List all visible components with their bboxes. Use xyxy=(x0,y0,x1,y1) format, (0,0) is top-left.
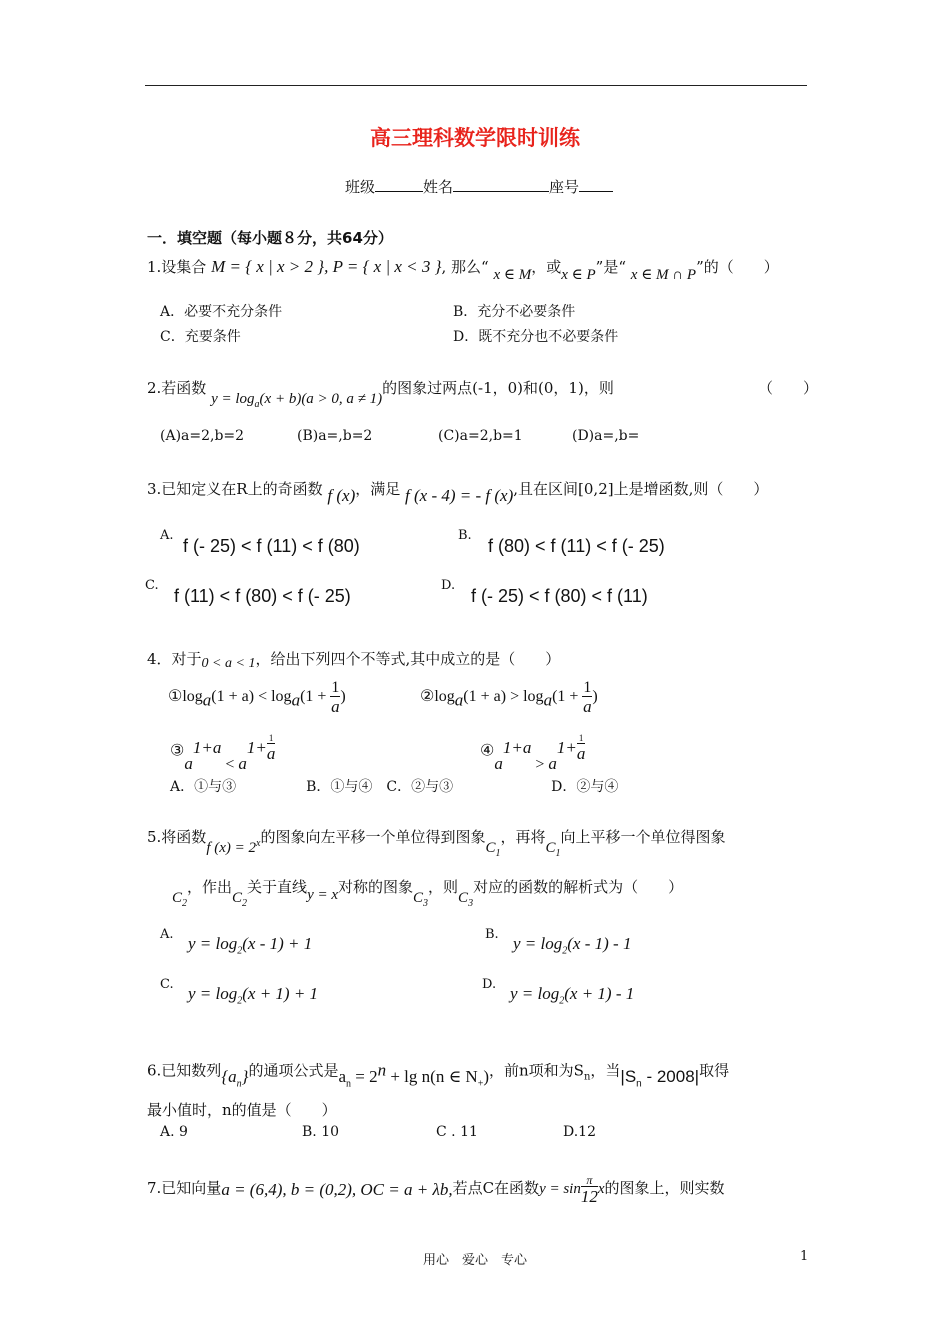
q7-text-b: 若点C在函数 xyxy=(452,1178,540,1197)
q5-label-c: C. xyxy=(160,977,174,992)
q2-text-b: 的图象过两点(-1，0)和(0，1)，则 xyxy=(382,379,614,397)
q4-text: 4．对于 xyxy=(147,650,202,668)
q2-option-c[interactable]: (C)a=2,b=1 xyxy=(438,428,523,444)
q3-text-b: ，满足 xyxy=(355,480,401,498)
q5-text-d: 向上平移一个单位得图象 xyxy=(560,828,726,846)
q3-condition: f (x - 4) = - f (x) xyxy=(405,486,514,505)
question-4-stem xyxy=(147,648,560,669)
q6-text-c: ，前n项和为S xyxy=(489,1061,584,1080)
class-label: 班级 xyxy=(345,178,376,196)
q5-c2-b: $C_2$ xyxy=(232,890,248,909)
q3-label-d: D. xyxy=(441,578,456,593)
question-7-stem xyxy=(147,1174,725,1205)
q5-text-i: 对应的函数的解析式为（ ） xyxy=(473,878,684,896)
question-6-line-2: 最小值时，n的值是（ ） xyxy=(147,1101,337,1119)
q6-option-c[interactable]: C . 11 xyxy=(436,1124,478,1140)
q6-text: 6.已知数列 xyxy=(147,1061,222,1080)
q1-is: ”是“ xyxy=(595,258,627,276)
q3-label-c: C. xyxy=(145,578,159,593)
q5-c3-b: $C_3$ xyxy=(458,890,474,909)
q7-function: y = sin $\frac{\pi}{12}$ x xyxy=(539,1173,605,1206)
q3-option-c[interactable]: f (11) < f (80) < f (- 25) xyxy=(174,586,351,606)
question-3-stem xyxy=(147,478,769,505)
q4-inequality-2[interactable]: $②\log_a(1 + a) > \log_a(1$ + $\frac{1}{a}$ ) xyxy=(420,679,598,716)
q1-or: ，或 xyxy=(531,258,562,276)
seat-blank[interactable] xyxy=(579,177,613,192)
set-p: , P = { x | x < 3 } xyxy=(324,257,442,276)
page-title: 高三理科数学限时训练 xyxy=(370,126,580,150)
set-m: M = { x | x > 2 } xyxy=(211,257,325,276)
q5-text-e: ，作出 xyxy=(187,878,233,896)
q4-inequality-3[interactable]: $③a^{1+a} < a^{1+}$ $\frac{1}{a}$ xyxy=(170,732,276,774)
q5-text-b: 的图象向左平移一个单位得到图象 xyxy=(260,828,486,846)
q5-c2: $C_2$ xyxy=(172,890,188,909)
q5-label-d: D. xyxy=(482,977,497,992)
question-6-stem xyxy=(147,1054,730,1090)
footer-slogan: 用心 爱心 专心 xyxy=(422,1253,527,1268)
q3-option-b[interactable]: f (80) < f (11) < f (- 25) xyxy=(488,536,665,556)
q6-sequence: $\{a_n\}$ xyxy=(221,1066,249,1090)
name-blank[interactable] xyxy=(453,177,549,192)
name-label: 姓名 xyxy=(423,178,454,196)
q4-text-b: ，给出下列四个不等式,其中成立的是（ ） xyxy=(255,650,561,668)
question-5-line-2 xyxy=(172,876,684,909)
q5-text: 5.将函数 xyxy=(147,828,207,846)
question-1-stem xyxy=(147,256,779,283)
q3-text: 3.已知定义在R上的奇函数 xyxy=(147,480,323,498)
q5-option-c[interactable]: $y = \log_2(x + 1) + 1$ xyxy=(188,984,319,1007)
question-5-line-1 xyxy=(147,826,726,859)
page-number: 1 xyxy=(800,1249,809,1264)
q7-text: 7.已知向量 xyxy=(147,1178,222,1197)
q6-option-b[interactable]: B. 10 xyxy=(302,1124,340,1140)
q3-text-c: ,且在区间[0,2]上是增函数,则（ ） xyxy=(513,480,769,498)
q2-text: 2.若函数 xyxy=(147,379,207,397)
cond-1: x ∈ M xyxy=(493,267,532,283)
q5-line: y = x xyxy=(307,887,338,903)
question-2-stem xyxy=(147,377,614,410)
q1-option-a[interactable]: A．必要不充分条件 xyxy=(160,304,283,320)
q5-text-g: 对称的图象 xyxy=(338,878,414,896)
q1-option-b[interactable]: B．充分不必要条件 xyxy=(453,304,576,320)
q6-abs: $|S_n - 2008|$ xyxy=(620,1066,700,1090)
q1-text-b: , 那么“ xyxy=(441,258,489,276)
q5-text-c: ，再将 xyxy=(500,828,546,846)
q5-text-h: ，则 xyxy=(428,878,459,896)
student-info xyxy=(345,176,613,197)
q3-option-d[interactable]: f (- 25) < f (80) < f (11) xyxy=(471,586,648,606)
q5-c1-b: $C_1$ xyxy=(545,840,561,859)
q4-inequality-1[interactable]: $①\log_a(1 + a) < \log_a(1$ + $\frac{1}{a}$ ) xyxy=(168,679,346,716)
q6-formula: $a_n = 2^n + \lg n(n$ ∈ $N_+$) xyxy=(338,1060,489,1090)
q4-inequality-4[interactable]: $④a^{1+a} > a^{1+}$ $\frac{1}{a}$ xyxy=(480,732,586,774)
section-heading: 一．填空题（每小题８分，共64分） xyxy=(147,229,393,247)
q2-formula: $y = \log_a(x + b)(a > 0$, a ≠ 1) xyxy=(211,391,383,410)
q5-option-a[interactable]: $y = \log_2(x - 1) + 1$ xyxy=(188,934,313,957)
q7-vectors: a = (6,4), b = (0,2), OC = a + λb, xyxy=(221,1179,453,1199)
q5-label-b: B. xyxy=(485,927,499,942)
q6-text-e: 取得 xyxy=(699,1061,730,1080)
q5-c1: $C_1$ xyxy=(485,840,501,859)
q7-text-c: 的图象上，则实数 xyxy=(604,1178,725,1197)
q3-label-a: A. xyxy=(160,528,174,543)
seat-label: 座号 xyxy=(549,178,580,196)
q2-answer-paren: （ ） xyxy=(758,379,819,397)
q2-option-a[interactable]: (A)a=2,b=2 xyxy=(160,428,245,444)
q5-c3: $C_3$ xyxy=(413,890,429,909)
q5-option-b[interactable]: $y = \log_2(x - 1) - 1$ xyxy=(513,934,632,957)
q6-text-d: ，当 xyxy=(590,1061,621,1080)
q2-option-b[interactable]: (B)a=,b=2 xyxy=(297,428,373,444)
q4-condition: 0 < a < 1 xyxy=(201,656,256,671)
q1-tail: ”的（ ） xyxy=(696,258,779,276)
class-blank[interactable] xyxy=(375,177,423,192)
q5-option-d[interactable]: $y = \log_2(x + 1) - 1$ xyxy=(510,984,635,1007)
q6-sub-n: n xyxy=(583,1071,591,1083)
header-rule xyxy=(145,85,807,86)
q3-label-b: B. xyxy=(458,528,472,543)
q2-option-d[interactable]: (D)a=,b= xyxy=(572,428,640,444)
q1-option-c[interactable]: C．充要条件 xyxy=(160,329,241,345)
q3-fx: f (x) xyxy=(327,486,356,505)
q1-text: 1.设集合 xyxy=(147,258,207,276)
q6-option-a[interactable]: A. 9 xyxy=(160,1124,188,1140)
cond-2: x ∈ P xyxy=(561,267,596,283)
cond-3: x ∈ M ∩ P xyxy=(630,267,697,283)
q4-choices[interactable]: A．①与③ B．①与④ C．②与③ D．②与④ xyxy=(170,779,619,795)
q5-label-a: A. xyxy=(160,927,174,942)
q5-function: f $(x) = 2^x$ xyxy=(206,838,261,856)
q1-option-d[interactable]: D．既不充分也不必要条件 xyxy=(453,329,619,345)
q3-option-a[interactable]: f (- 25) < f (11) < f (80) xyxy=(183,536,360,556)
q5-text-f: 关于直线 xyxy=(247,878,308,896)
q6-text-b: 的通项公式是 xyxy=(248,1061,339,1080)
q6-option-d[interactable]: D.12 xyxy=(563,1124,596,1140)
